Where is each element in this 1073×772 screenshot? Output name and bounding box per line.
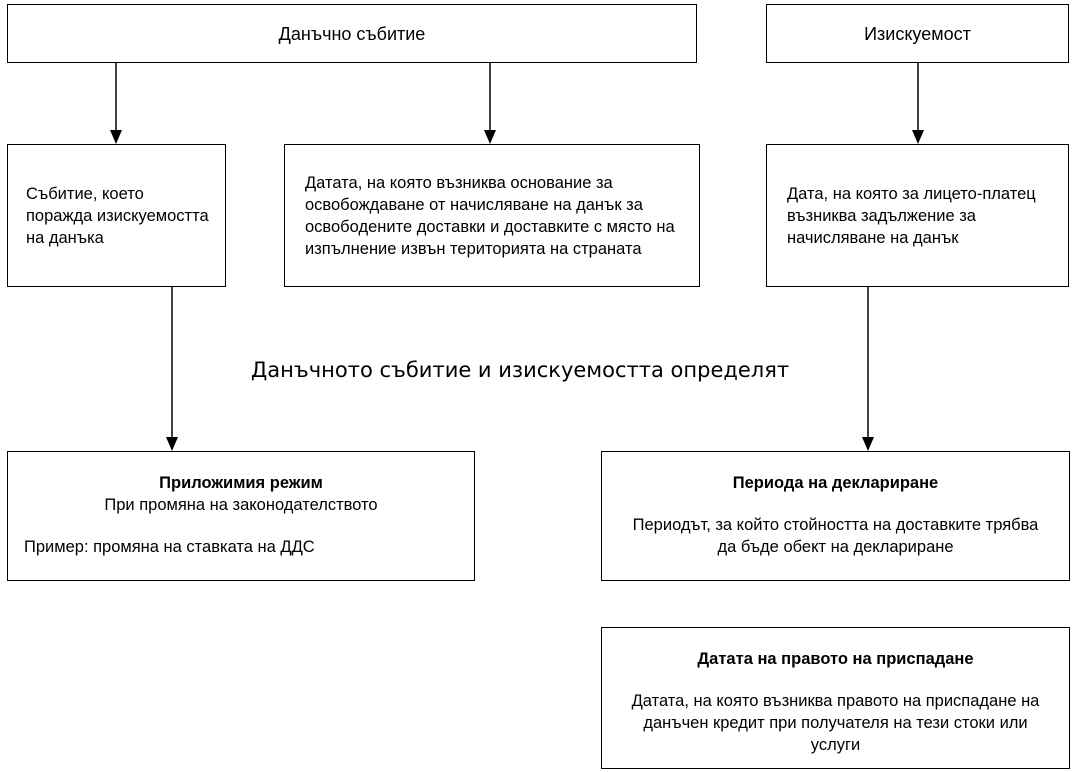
applicable-regime-example: Пример: промяна на ставката на ДДС bbox=[24, 538, 315, 556]
deduction-right-title: Датата на правото на приспадане bbox=[697, 650, 974, 668]
arrowhead-icon bbox=[912, 130, 924, 144]
chargeability-label: Изискуемост bbox=[864, 23, 971, 44]
arrowhead-icon bbox=[166, 437, 178, 451]
applicable-regime-title: Приложимия режим bbox=[159, 474, 323, 492]
event-definition-text: Събитие, което поражда изискуемостта на данъка bbox=[26, 184, 209, 247]
exemption-date-text: Датата, на която възниква основание за освобождаване от начисляване на данък за освободените доставки и доставките с място на изпълнение извън територията на страната bbox=[305, 173, 675, 258]
diagram-caption: Данъчното събитие и изискуемостта определят bbox=[250, 358, 790, 382]
obligation-date-text: Дата, на която за лицето-платец възниква задължение за начисляване на данък bbox=[787, 184, 1036, 247]
applicable-regime-subtitle: При промяна на законодателството bbox=[104, 496, 378, 514]
tax-event-label: Данъчно събитие bbox=[278, 23, 426, 44]
arrowhead-icon bbox=[862, 437, 874, 451]
arrowhead-icon bbox=[484, 130, 496, 144]
declaration-period-description: Периодът, за който стойността на доставките трябва да бъде обект на деклариране bbox=[632, 516, 1039, 556]
deduction-right-description: Датата, на която възниква правото на приспадане на данъчен кредит при получателя на тези стоки или услуги bbox=[631, 692, 1040, 754]
arrowhead-icon bbox=[110, 130, 122, 144]
declaration-period-title: Периода на деклариране bbox=[732, 474, 939, 492]
